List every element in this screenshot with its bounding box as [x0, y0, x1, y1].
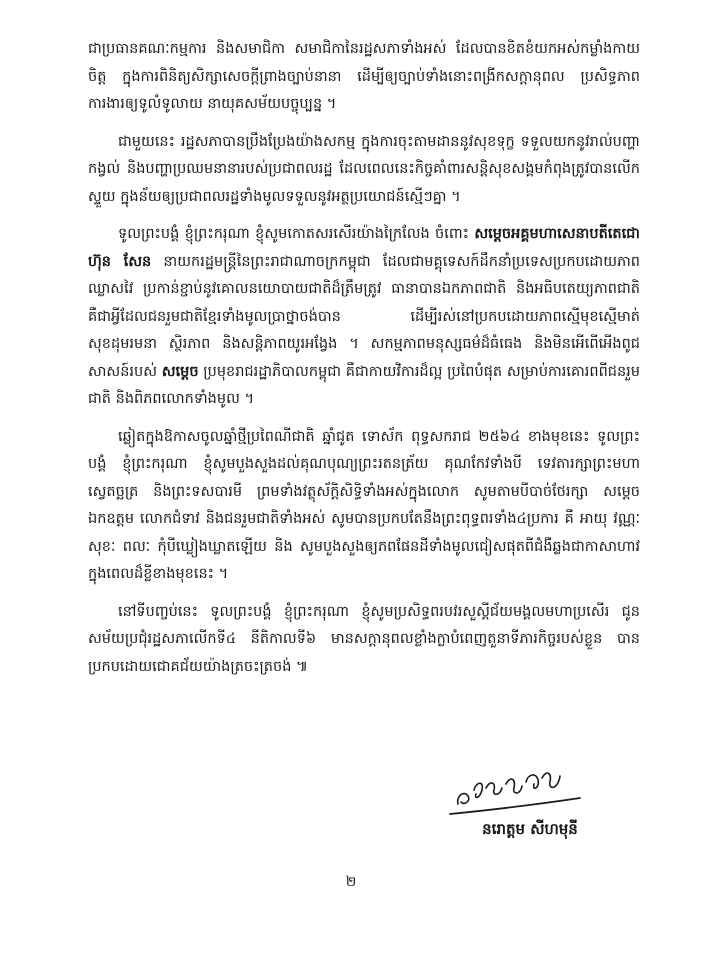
- paragraph-p4: [88, 424, 640, 589]
- paragraph-text: ជាមួយនេះ រដ្ឋសភាបានប្រឹងប្រែងយ៉ាងសកម្ម ក្នុងការចុះតាមដាននូវសុខទុក្ខ ទទួលយកនូវរាល់បញ្ហាកង្វល់ និងបញ្ហាប្រឈមនានារបស់ប្រជាពលរដ្ឋ ដែលពេលនេះកិច្ចគាំពារសន្តិសុខសង្គមកំពុងត្រូវបានលើកស្ទួយ ក្នុងន័យឲ្យប្រជាពលរដ្ឋទាំងមូលទទួលនូវអត្ថប្រយោជន៍ស្មើៗគ្នា ។: [88, 133, 640, 205]
- paragraph-text: ឆ្លៀតក្នុងឱកាសចូលឆ្នាំថ្មីប្រពៃណីជាតិ ឆ្នាំជូត ទោស័ក ពុទ្ធសករាជ ២៥៦៤ ខាងមុខនេះ ទូលព្រះបង្គំ ខ្ញុំព្រះករុណា ខ្ញុំសូមបួងសួងដល់គុណបុណ្យព្រះរតនត្រ័យ គុណកែវទាំងបី ទេវតារក្សាព្រះមហាស្វេតច្ឆត្រ និងព្រះទសបារមី ព្រមទាំងវត្ថុស័ក្ដិសិទ្ធិទាំងអស់ក្នុងលោក សូមតាមបីបាច់ថែរក្សា សម្ដេច ឯកឧត្ដម លោកជំទាវ និងជនរួមជាតិទាំងអស់ សូមបានប្រកបតែនឹងព្រះពុទ្ធពរទាំង៤ប្រការ គឺ អាយុ វណ្ណៈ សុខៈ ពលៈ កុំបីឃ្លៀងឃ្លាតឡើយ និង សូមបួងសួងឲ្យភពផែនដីទាំងមូលជៀសផុតពីជំងឺឆ្លងជាកាសាហាវក្នុងពេលដ៏ខ្លីខាងមុខនេះ ។: [88, 428, 640, 582]
- page-number: ២: [345, 874, 357, 890]
- signatory-name: នរោត្តម សីហមុនី: [482, 820, 578, 838]
- signature-block: [430, 760, 650, 850]
- paragraph-p5: [88, 599, 640, 682]
- bold-text: សម្ដេច: [161, 363, 199, 380]
- handwritten-signature-icon: [430, 760, 630, 820]
- bold-text: សម្ដេចអគ្គមហាសេនាបតីតេជោ ហ៊ុន សែន: [88, 226, 640, 270]
- paragraph-p1: [88, 36, 640, 119]
- paragraph-text: ជាប្រធានគណៈកម្មការ និងសមាជិកា សមាជិកានៃរដ្ឋសភាទាំងអស់ ដែលបានខិតខំយកអស់កម្លាំងកាយចិត្ត ក្នុងការពិនិត្យសិក្សាសេចក្ដីព្រាងច្បាប់នានា ដើម្បីឲ្យច្បាប់ទាំងនោះពង្រីកសក្ដានុពល ប្រសិទ្ធភាពការងារឲ្យទូលំទូលាយ នាយុគសម័យបច្ចុប្បន្ន ។: [88, 41, 640, 112]
- paragraph-p3: [88, 221, 640, 414]
- paragraph-p2: [88, 129, 640, 212]
- paragraph-text: ប្រមុខរាជរដ្ឋាភិបាលកម្ពុជា គឺជាកាយវិការដ៏ល្អ ប្រពៃបំផុត សម្រាប់ការគោរពពីជនរួមជាតិ និងពិភពលោកទាំងមូល ។: [88, 363, 640, 407]
- letter-body: [88, 36, 640, 681]
- paragraph-text: នៅទីបញ្ចប់នេះ ទូលព្រះបង្គំ ខ្ញុំព្រះករុណា ខ្ញុំសូមប្រសិទ្ធពរបវរសួស្ដីជ័យមង្គលមហាប្រសើរ ជូនសម័យប្រជុំរដ្ឋសភាលើកទី៤ នីតិកាលទី៦ មានសក្ដានុពលខ្លាំងក្លាបំពេញតួនាទីភារកិច្ចរបស់ខ្លួន បានប្រកបដោយជោគជ័យយ៉ាងត្រចះត្រចង់ ៕: [88, 603, 640, 675]
- paragraph-text: ទូលព្រះបង្គំ ខ្ញុំព្រះករុណា ខ្ញុំសូមកោតសរសើរយ៉ាងក្រៃលែង ចំពោះ: [118, 226, 475, 242]
- paragraph-text: នាយករដ្ឋមន្ត្រីនៃព្រះរាជាណាចក្រកម្ពុជា ដែលជាមគ្គុទេសក៍ដឹកនាំប្រទេសប្រកបដោយភាពឈ្លាសវៃ ប្រកាន់ខ្ជាប់នូវគោលនយោបាយជាតិដ៏ត្រឹមត្រូវ ធានាបានឯកភាពជាតិ និងអធិបតេយ្យភាពជាតិ គឺជាអ្វីដែលជនរួមជាតិខ្មែរទាំងមូលប្រាថ្នាចង់បាន ដើម្បីរស់នៅប្រកបដោយភាពស្មើមុខស្មើមាត់ សុខដុមរមនា ស្ថិរភាព និងសន្តិភាពយូរអង្វែង ។ សកម្មភាពមនុស្សធម៌ដ៏ធំធេង និងមិនអើពើអើងពូជសាសន៍របស់: [88, 253, 641, 380]
